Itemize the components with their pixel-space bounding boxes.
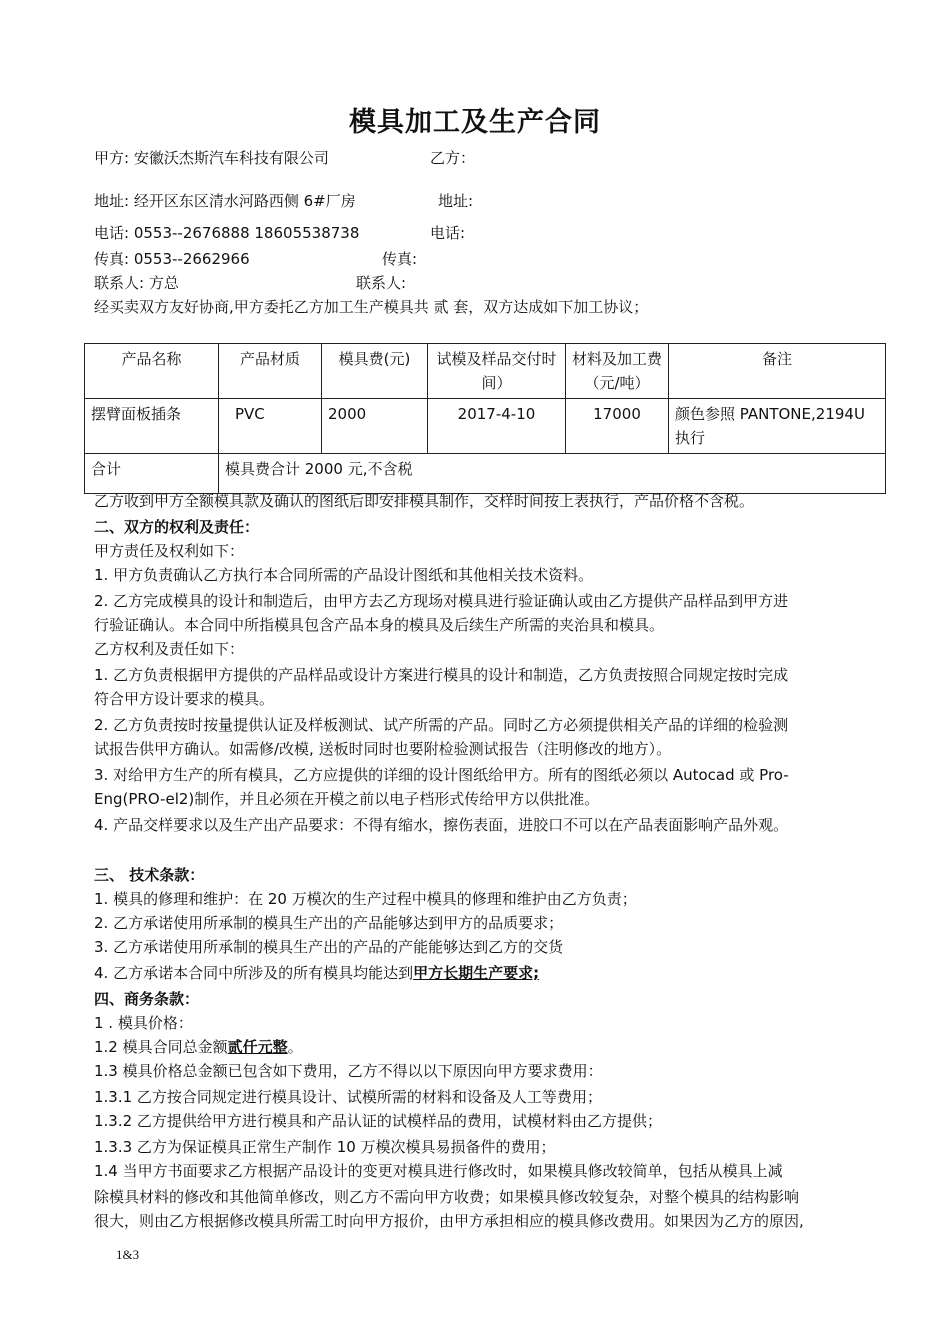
table-header: 产品材质 <box>219 344 322 399</box>
clause-text <box>94 962 539 984</box>
clause-text: 1.3.1 乙方按合同规定进行模具设计、试模所需的材料和设备及人工等费用； <box>94 1088 602 1106</box>
total-value: 模具费合计 2000 元,不含税 <box>219 454 886 494</box>
section-4-title: 四、商务条款： <box>94 990 200 1008</box>
clause-text: 2. 乙方完成模具的设计和制造后，由甲方去乙方现场对模具进行验证确认或由乙方提供产品样品到甲方进 <box>94 592 789 610</box>
clause-prefix: 1.2 模具合同总金额 <box>94 1038 228 1056</box>
table-row <box>85 399 886 454</box>
table-cell: 颜色参照 PANTONE,2194U 执行 <box>669 399 886 454</box>
table-header: 备注 <box>669 344 886 399</box>
intro-text: 经买卖双方友好协商,甲方委托乙方加工生产模具共 贰 套，双方达成如下加工协议； <box>94 298 649 316</box>
party-a-name: 甲方: 安徽沃杰斯汽车科技有限公司 <box>94 149 329 167</box>
party-b-phone: 电话: <box>430 224 466 242</box>
clause-text: 1. 乙方负责根据甲方提供的产品样品或设计方案进行模具的设计和制造，乙方负责按照合同规定按时完成 <box>94 666 789 684</box>
total-label: 合计 <box>85 454 219 494</box>
page-title: 模具加工及生产合同 <box>349 107 601 138</box>
clause-text: 行验证确认。本合同中所指模具包含产品本身的模具及后续生产所需的夹治具和模具。 <box>94 616 665 634</box>
table-cell: PVC <box>219 399 322 454</box>
party-a-fax: 传真: 0553--2662966 <box>94 250 250 268</box>
page-number: 1&3 <box>116 1247 140 1262</box>
table-header-row <box>85 344 886 399</box>
clause-text: 1. 甲方负责确认乙方执行本合同所需的产品设计图纸和其他相关技术资料。 <box>94 566 594 584</box>
clause-suffix: 。 <box>287 1038 303 1056</box>
clause-text: 3. 对给甲方生产的所有模具，乙方应提供的详细的设计图纸给甲方。所有的图纸必须以 Autocad 或 Pro- <box>94 766 789 784</box>
clause-text: 1.4 当甲方书面要求乙方根据产品设计的变更对模具进行修改时，如果模具修改较简单，包括从模具上减 <box>94 1162 783 1180</box>
clause-text: 1.3 模具价格总金额已包含如下费用，乙方不得以以下原因向甲方要求费用： <box>94 1062 603 1080</box>
party-a-duties-heading: 甲方责任及权利如下： <box>94 542 245 560</box>
party-a-phone: 电话: 0553--2676888 18605538738 <box>94 224 360 242</box>
clause-text: 1. 模具的修理和维护：在 20 万模次的生产过程中模具的修理和维护由乙方负责； <box>94 890 637 908</box>
clause-prefix: 4. 乙方承诺本合同中所涉及的所有模具均能达到 <box>94 964 414 982</box>
party-b-fax: 传真: <box>382 250 418 268</box>
product-table <box>84 343 886 494</box>
table-cell: 17000 <box>566 399 669 454</box>
table-total-row <box>85 454 886 494</box>
table-header: 材料及加工费（元/吨） <box>566 344 669 399</box>
section-3-title: 三、 技术条款： <box>94 866 205 884</box>
table-header: 试模及样品交付时间） <box>428 344 566 399</box>
party-a-contact: 联系人: 方总 <box>94 274 179 292</box>
underlined-term: 甲方长期生产要求; <box>413 964 540 982</box>
contract-amount: 贰仟元整 <box>227 1038 288 1056</box>
clause-text: 1.3.2 乙方提供给甲方进行模具和产品认证的试模样品的费用，试模材料由乙方提供； <box>94 1112 662 1130</box>
party-b-contact: 联系人: <box>356 274 407 292</box>
table-header: 产品名称 <box>85 344 219 399</box>
clause-text: 1.3.3 乙方为保证模具正常生产制作 10 万模次模具易损备件的费用； <box>94 1138 556 1156</box>
section-2-title: 二、双方的权利及责任： <box>94 518 260 536</box>
clause-text: Eng(PRO-el2)制作，并且必须在开模之前以电子档形式传给甲方以供批准。 <box>94 790 600 808</box>
clause-text: 4. 产品交样要求以及生产出产品要求：不得有缩水，擦伤表面，进胶口不可以在产品表面影响产品外观。 <box>94 816 789 834</box>
clause-text: 符合甲方设计要求的模具。 <box>94 690 275 708</box>
after-table-note: 乙方收到甲方全额模具款及确认的图纸后即安排模具制作，交样时间按上表执行，产品价格不含税。 <box>94 492 755 510</box>
table-cell: 2017-4-10 <box>428 399 566 454</box>
table-cell: 摆臂面板插条 <box>85 399 219 454</box>
table-cell: 2000 <box>322 399 428 454</box>
clause-text: 2. 乙方负责按时按量提供认证及样板测试、试产所需的产品。同时乙方必须提供相关产品的详细的检验测 <box>94 716 789 734</box>
party-b-duties-heading: 乙方权利及责任如下： <box>94 640 245 658</box>
party-a-address: 地址: 经开区东区清水河路西侧 6#厂房 <box>94 192 356 210</box>
clause-text: 试报告供甲方确认。如需修/改模, 送板时同时也要附检验测试报告（注明修改的地方）。 <box>94 740 672 758</box>
clause-text: 3. 乙方承诺使用所承制的模具生产出的产品的产能能够达到乙方的交货 <box>94 938 564 956</box>
clause-text: 1 . 模具价格： <box>94 1014 193 1032</box>
clause-text <box>94 1036 303 1058</box>
clause-text: 2. 乙方承诺使用所承制的模具生产出的产品能够达到甲方的品质要求； <box>94 914 564 932</box>
clause-text: 很大，则由乙方根据修改模具所需工时向甲方报价，由甲方承担相应的模具修改费用。如果因为乙方的原因, <box>94 1212 804 1230</box>
party-b-name: 乙方： <box>430 149 476 167</box>
clause-text: 除模具材料的修改和其他简单修改，则乙方不需向甲方收费；如果模具修改较复杂，对整个模具的结构影响 <box>94 1188 800 1206</box>
party-b-address: 地址: <box>438 192 474 210</box>
table-header: 模具费(元) <box>322 344 428 399</box>
